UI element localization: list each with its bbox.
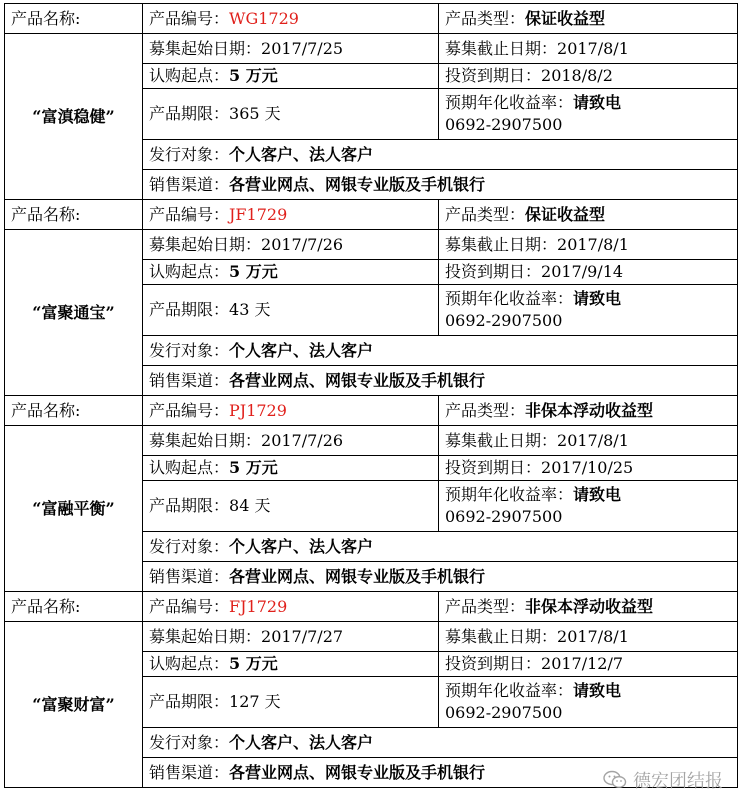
channel-label: 销售渠道： [149, 762, 230, 782]
product-type-cell [439, 592, 738, 622]
min-purchase-label: 认购起点： [149, 654, 230, 673]
term-label: 产品期限： [149, 104, 230, 123]
channel: 各营业网点、网银专业版及手机银行 [229, 174, 486, 194]
product-name: “富聚财富” [32, 694, 115, 714]
audience-cell [143, 532, 738, 562]
product-name-label: 产品名称: [11, 400, 81, 420]
product-name: “富滇稳健” [32, 106, 115, 126]
raise-dates-row [5, 34, 738, 64]
raise-end-label: 募集截止日期： [445, 38, 558, 58]
product-header-row [5, 200, 738, 230]
term: 43 天 [229, 300, 271, 319]
expected-yield-label: 预期年化收益率： [445, 485, 574, 504]
term-label: 产品期限： [149, 300, 230, 319]
contact-phone: 0692-2907500 [445, 311, 563, 330]
contact-phone: 0692-2907500 [445, 507, 563, 526]
raise-start: 2017/7/26 [261, 234, 344, 254]
audience: 个人客户、法人客户 [229, 536, 374, 556]
raise-end-cell [439, 230, 738, 260]
product-type-label: 产品类型： [445, 596, 526, 616]
expected-yield-label: 预期年化收益率： [445, 93, 574, 112]
min-purchase-cell [143, 652, 439, 677]
expected-yield-cell [439, 89, 738, 140]
min-purchase-cell [143, 64, 439, 89]
raise-end-label: 募集截止日期： [445, 626, 558, 646]
product-type: 保证收益型 [525, 8, 606, 28]
expected-yield: 请致电 [573, 681, 622, 700]
expected-yield-label: 预期年化收益率： [445, 681, 574, 700]
term: 84 天 [229, 496, 271, 515]
audience-label: 发行对象： [149, 340, 230, 360]
expected-yield-label: 预期年化收益率： [445, 289, 574, 308]
audience-label: 发行对象： [149, 144, 230, 164]
product-name-label-cell [5, 592, 143, 622]
raise-start-cell [143, 230, 439, 260]
product-name-label: 产品名称: [11, 596, 81, 616]
term: 365 天 [229, 104, 281, 123]
term-cell [143, 677, 439, 728]
product-code-cell [143, 200, 439, 230]
raise-start: 2017/7/27 [261, 626, 344, 646]
min-purchase: 5 万元 [229, 262, 278, 281]
term-label: 产品期限： [149, 496, 230, 515]
maturity-cell [439, 652, 738, 677]
product-header-row [5, 592, 738, 622]
raise-start-label: 募集起始日期： [149, 626, 262, 646]
maturity-cell [439, 64, 738, 89]
raise-end-cell [439, 426, 738, 456]
product-name-cell [5, 34, 143, 200]
expected-yield-cell [439, 285, 738, 336]
expected-yield: 请致电 [573, 485, 622, 504]
raise-end-cell [439, 622, 738, 652]
maturity-cell [439, 260, 738, 285]
raise-start-cell [143, 426, 439, 456]
product-code-cell [143, 396, 439, 426]
channel: 各营业网点、网银专业版及手机银行 [229, 370, 486, 390]
expected-yield: 请致电 [573, 289, 622, 308]
maturity: 2017/10/25 [541, 458, 634, 477]
wechat-icon [603, 770, 627, 790]
maturity-label: 投资到期日： [445, 654, 542, 673]
raise-start: 2017/7/26 [261, 430, 344, 450]
term-cell [143, 285, 439, 336]
maturity-label: 投资到期日： [445, 66, 542, 85]
raise-start-label: 募集起始日期： [149, 234, 262, 254]
maturity-cell [439, 456, 738, 481]
min-purchase-cell [143, 456, 439, 481]
product-table [4, 3, 738, 788]
channel: 各营业网点、网银专业版及手机银行 [229, 566, 486, 586]
channel-label: 销售渠道： [149, 370, 230, 390]
raise-end: 2017/8/1 [557, 234, 629, 254]
min-purchase: 5 万元 [229, 458, 278, 477]
product-type-cell [439, 200, 738, 230]
product-code-label: 产品编号： [149, 8, 230, 28]
audience: 个人客户、法人客户 [229, 340, 374, 360]
product-name-cell [5, 622, 143, 788]
expected-yield-cell [439, 481, 738, 532]
raise-end-label: 募集截止日期： [445, 234, 558, 254]
product-code: PJ1729 [229, 400, 287, 420]
product-name-label-cell [5, 4, 143, 34]
term: 127 天 [229, 692, 281, 711]
product-name-label: 产品名称: [11, 204, 81, 224]
maturity: 2017/9/14 [541, 262, 624, 281]
min-purchase: 5 万元 [229, 654, 278, 673]
product-code-label: 产品编号： [149, 204, 230, 224]
raise-dates-row [5, 622, 738, 652]
audience-cell [143, 336, 738, 366]
maturity: 2017/12/7 [541, 654, 624, 673]
term-cell [143, 481, 439, 532]
raise-end: 2017/8/1 [557, 626, 629, 646]
raise-start-cell [143, 34, 439, 64]
product-code: WG1729 [229, 8, 299, 28]
maturity: 2018/8/2 [541, 66, 613, 85]
product-name: “富融平衡” [32, 498, 115, 518]
maturity-label: 投资到期日： [445, 458, 542, 477]
product-type-label: 产品类型： [445, 8, 526, 28]
product-name: “富聚通宝” [32, 302, 115, 322]
product-header-row [5, 4, 738, 34]
raise-start-label: 募集起始日期： [149, 430, 262, 450]
min-purchase-label: 认购起点： [149, 66, 230, 85]
product-type-label: 产品类型： [445, 400, 526, 420]
raise-end: 2017/8/1 [557, 430, 629, 450]
raise-start-label: 募集起始日期： [149, 38, 262, 58]
product-type: 非保本浮动收益型 [525, 596, 654, 616]
contact-phone: 0692-2907500 [445, 115, 563, 134]
channel-label: 销售渠道： [149, 174, 230, 194]
product-type-cell [439, 396, 738, 426]
audience-label: 发行对象： [149, 536, 230, 556]
product-type: 非保本浮动收益型 [525, 400, 654, 420]
raise-end-cell [439, 34, 738, 64]
product-name-label: 产品名称: [11, 8, 81, 28]
channel-cell [143, 170, 738, 200]
product-name-cell [5, 230, 143, 396]
min-purchase: 5 万元 [229, 66, 278, 85]
min-purchase-label: 认购起点： [149, 458, 230, 477]
product-code-cell [143, 592, 439, 622]
term-label: 产品期限： [149, 692, 230, 711]
min-purchase-cell [143, 260, 439, 285]
channel-label: 销售渠道： [149, 566, 230, 586]
raise-end-label: 募集截止日期： [445, 430, 558, 450]
product-code-label: 产品编号： [149, 400, 230, 420]
audience: 个人客户、法人客户 [229, 144, 374, 164]
maturity-label: 投资到期日： [445, 262, 542, 281]
audience-cell [143, 140, 738, 170]
product-name-label-cell [5, 396, 143, 426]
audience-cell [143, 728, 738, 758]
product-type-cell [439, 4, 738, 34]
watermark-text: 德宏团结报 [633, 771, 723, 792]
product-type-label: 产品类型： [445, 204, 526, 224]
raise-dates-row [5, 230, 738, 260]
expected-yield: 请致电 [573, 93, 622, 112]
product-code: FJ1729 [229, 596, 288, 616]
expected-yield-cell [439, 677, 738, 728]
term-cell [143, 89, 439, 140]
product-name-label-cell [5, 200, 143, 230]
product-code-label: 产品编号： [149, 596, 230, 616]
channel-cell [143, 562, 738, 592]
watermark [603, 767, 723, 793]
product-code: JF1729 [229, 204, 288, 224]
raise-end: 2017/8/1 [557, 38, 629, 58]
min-purchase-label: 认购起点： [149, 262, 230, 281]
contact-phone: 0692-2907500 [445, 703, 563, 722]
audience: 个人客户、法人客户 [229, 732, 374, 752]
channel: 各营业网点、网银专业版及手机银行 [229, 762, 486, 782]
product-name-cell [5, 426, 143, 592]
product-code-cell [143, 4, 439, 34]
product-type: 保证收益型 [525, 204, 606, 224]
raise-dates-row [5, 426, 738, 456]
raise-start: 2017/7/25 [261, 38, 344, 58]
audience-label: 发行对象： [149, 732, 230, 752]
product-header-row [5, 396, 738, 426]
raise-start-cell [143, 622, 439, 652]
channel-cell [143, 366, 738, 396]
